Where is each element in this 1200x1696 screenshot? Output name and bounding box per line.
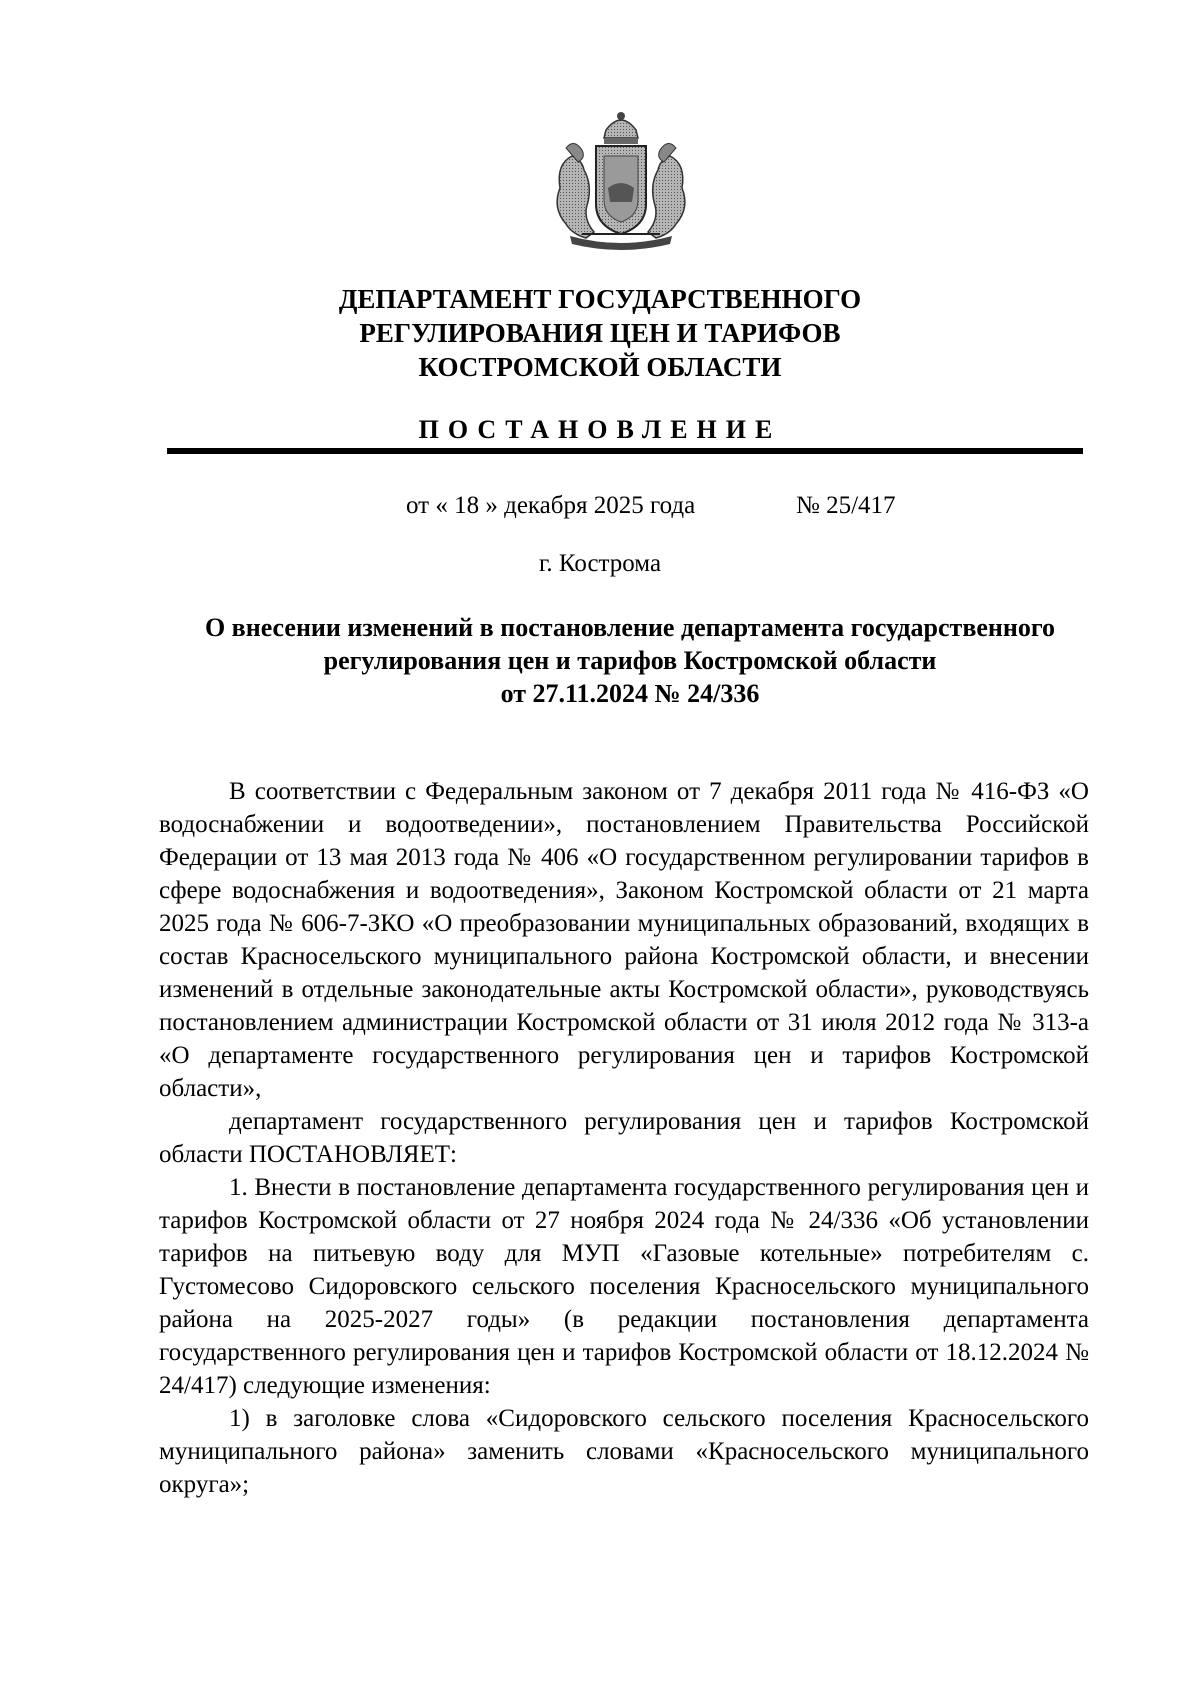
header-divider bbox=[167, 448, 1083, 454]
subject-line: регулирования цен и тарифов Костромской области bbox=[323, 646, 937, 675]
subitem-1-paragraph: 1) в заголовке слова «Сидоровского сельского поселения Красносельского муниципального района» заменить словами «Красносельского муниципального округа»; bbox=[159, 1405, 1089, 1498]
issuing-authority bbox=[300, 282, 900, 384]
document-number: № 25/417 bbox=[796, 492, 896, 519]
document-body bbox=[159, 775, 1089, 1501]
subject-line: О внесении изменений в постановление департамента государственного bbox=[204, 613, 1056, 642]
subject-line: от 27.11.2024 № 24/336 bbox=[500, 679, 760, 708]
org-line: ДЕПАРТАМЕНТ ГОСУДАРСТВЕННОГО bbox=[338, 284, 862, 314]
document-date: от « 18 » декабря 2025 года bbox=[406, 492, 696, 519]
org-line: РЕГУЛИРОВАНИЯ ЦЕН И ТАРИФОВ bbox=[359, 318, 841, 348]
preamble-paragraph: В соответствии с Федеральным законом от 7 декабря 2011 года № 416-ФЗ «О водоснабжении и водоотведении», постановлением Правительства Российской Федерации от 13 мая 2013 года № 406 «О государственном регулировании тарифов в сфере водоснабжения и водоотведения», Законом Костромской области от 21 марта 2025 года № 606-7-ЗКО «О преобразовании муниципальных образований, входящих в состав Красносельского муниципального района Костромской области, и внесении изменений в отдельные законодательные акты Костромской области», руководствуясь постановлением администрации Костромской области от 31 июля 2012 года № 313-а «О департаменте государственного регулирования цен и тарифов Костромской области», bbox=[159, 778, 1089, 1102]
resolves-paragraph: департамент государственного регулирования цен и тарифов Костромской области ПОСТАНОВЛЯЕТ: bbox=[159, 1108, 1089, 1168]
kostroma-coat-of-arms-icon bbox=[542, 108, 700, 250]
document-subject bbox=[180, 611, 1080, 710]
document-type: ПОСТАНОВЛЕНИЕ bbox=[418, 415, 782, 444]
item-1-paragraph: 1. Внести в постановление департамента государственного регулирования цен и тарифов Костромской области от 27 ноября 2024 года № 24/336 «Об установлении тарифов на питьевую воду для МУП «Газовые котельные» потребителям с. Густомесово Сидоровского сельского поселения Красносельского муниципального района на 2025-2027 годы» (в редакции постановления департамента государственного регулирования цен и тарифов Костромской области от 18.12.2024 № 24/417) следующие изменения: bbox=[159, 1174, 1089, 1399]
document-city: г. Кострома bbox=[538, 550, 662, 577]
org-line: КОСТРОМСКОЙ ОБЛАСТИ bbox=[418, 352, 782, 382]
